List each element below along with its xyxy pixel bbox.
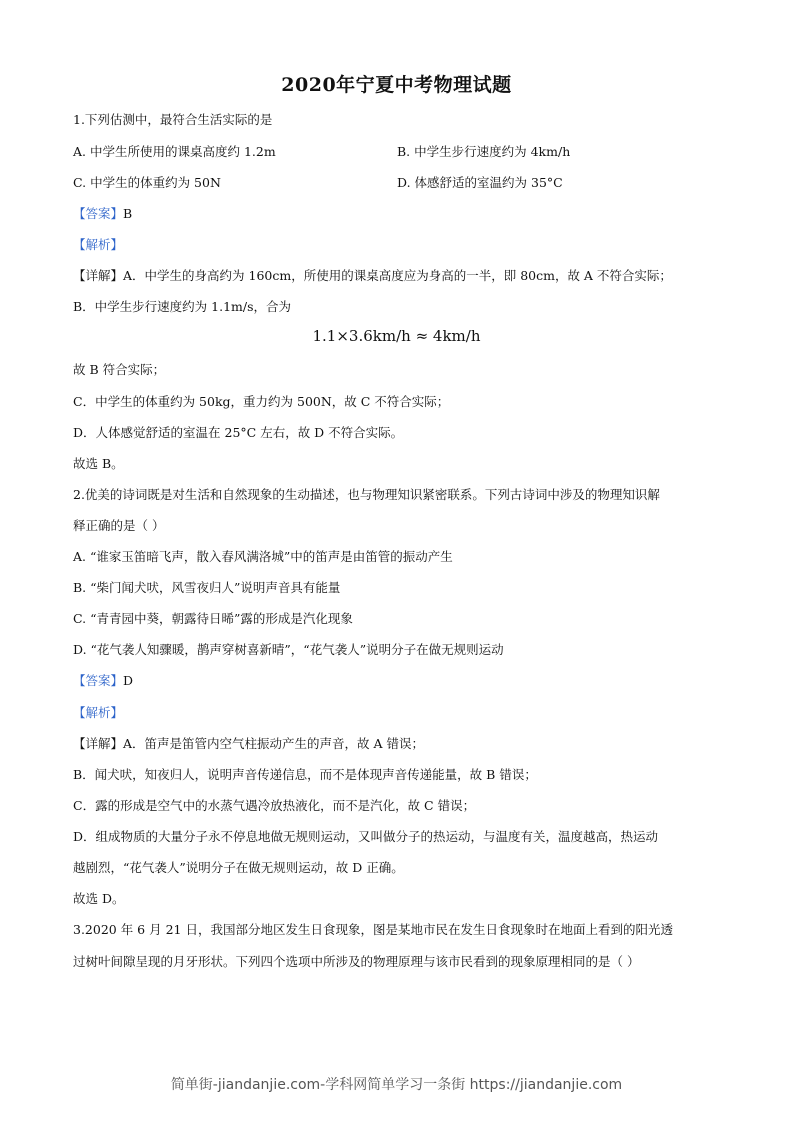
q2-detail-a: A．笛声是笛管内空气柱振动产生的声音，故 A 错误； [123,736,425,751]
page-title: 2020年宁夏中考物理试题 [281,74,512,96]
q2-conclusion: 故选 D。 [73,891,125,906]
q2-option-c: C. “青青园中葵，朝露待日晞”露的形成是汽化现象 [73,611,353,626]
q1-conclusion: 故选 B。 [73,456,124,471]
q1-detail-c: C．中学生的体重约为 50kg，重力约为 500N，故 C 不符合实际； [73,394,450,409]
q2-answer-line [73,671,133,689]
q2-detail-d-line1: D．组成物质的大量分子永不停息地做无规则运动，又叫做分子的热运动，与温度有关，温度越高，热运动 [73,829,659,844]
q1-option-a: A. 中学生所使用的课桌高度约 1.2m [73,144,276,159]
q2-detail-c: C．露的形成是空气中的水蒸气遇冷放热液化，而不是汽化，故 C 错误； [73,798,476,813]
q3-stem-line2: 过树叶间隙呈现的月牙形状。下列四个选项中所涉及的物理原理与该市民看到的现象原理相同的是（ ） [73,954,640,969]
q1-analysis-tag: 【解析】 [73,237,124,252]
q2-analysis-tag: 【解析】 [73,705,124,720]
q2-answer-value: D [123,673,134,688]
q1-detail-b: B．中学生步行速度约为 1.1m/s，合为 [73,299,292,314]
q1-stem: 1.下列估测中，最符合生活实际的是 [73,112,273,127]
page-footer: 简单街-jiandanjie.com-学科网简单学习一条街 https://jiandanjie.com [170,1077,623,1093]
q1-answer-line [73,204,132,222]
q2-option-b: B. “柴门闻犬吠，风雪夜归人”说明声音具有能量 [73,580,341,595]
q2-answer-tag: 【答案】 [73,673,124,688]
q1-detail-a: A．中学生的身高约为 160cm，所使用的课桌高度应为身高的一半，即 80cm，故 A 不符合实际； [123,268,672,283]
q1-option-c: C. 中学生的体重约为 50N [73,175,221,190]
q1-detail-tag: 【详解】 [73,268,124,283]
q1-answer-value: B [123,206,133,221]
q1-option-d: D. 体感舒适的室温约为 35°C [397,175,563,190]
q2-stem-line1: 2.优美的诗词既是对生活和自然现象的生动描述，也与物理知识紧密联系。下列古诗词中涉及的物理知识解 [73,487,660,502]
q2-detail-tag: 【详解】 [73,736,124,751]
q1-answer-tag: 【答案】 [73,206,124,221]
q2-detail-b: B．闻犬吠，知夜归人，说明声音传递信息，而不是体现声音传递能量，故 B 错误； [73,767,537,782]
q2-detail-d-line2: 越剧烈，“花气袭人”说明分子在做无规则运动，故 D 正确。 [73,860,404,875]
q2-option-a: A. “谁家玉笛暗飞声，散入春风满洛城”中的笛声是由笛管的振动产生 [73,549,453,564]
q2-option-d: D. “花气袭人知骤暖，鹊声穿树喜新晴”，“花气袭人”说明分子在做无规则运动 [73,642,504,657]
q2-detail-a-line [73,734,424,752]
q1-option-b: B. 中学生步行速度约为 4km/h [397,144,571,159]
q1-detail-a-line [73,266,672,284]
q1-detail-b2: 故 B 符合实际； [73,362,166,377]
q2-stem-line2: 释正确的是（ ） [73,518,165,533]
q1-formula: 1.1×3.6km/h ≈ 4km/h [312,327,481,345]
q1-detail-d: D．人体感觉舒适的室温在 25°C 左右，故 D 不符合实际。 [73,425,404,440]
q3-stem-line1: 3.2020 年 6 月 21 日，我国部分地区发生日食现象，图是某地市民在发生日食现象时在地面上看到的阳光透 [73,922,673,937]
